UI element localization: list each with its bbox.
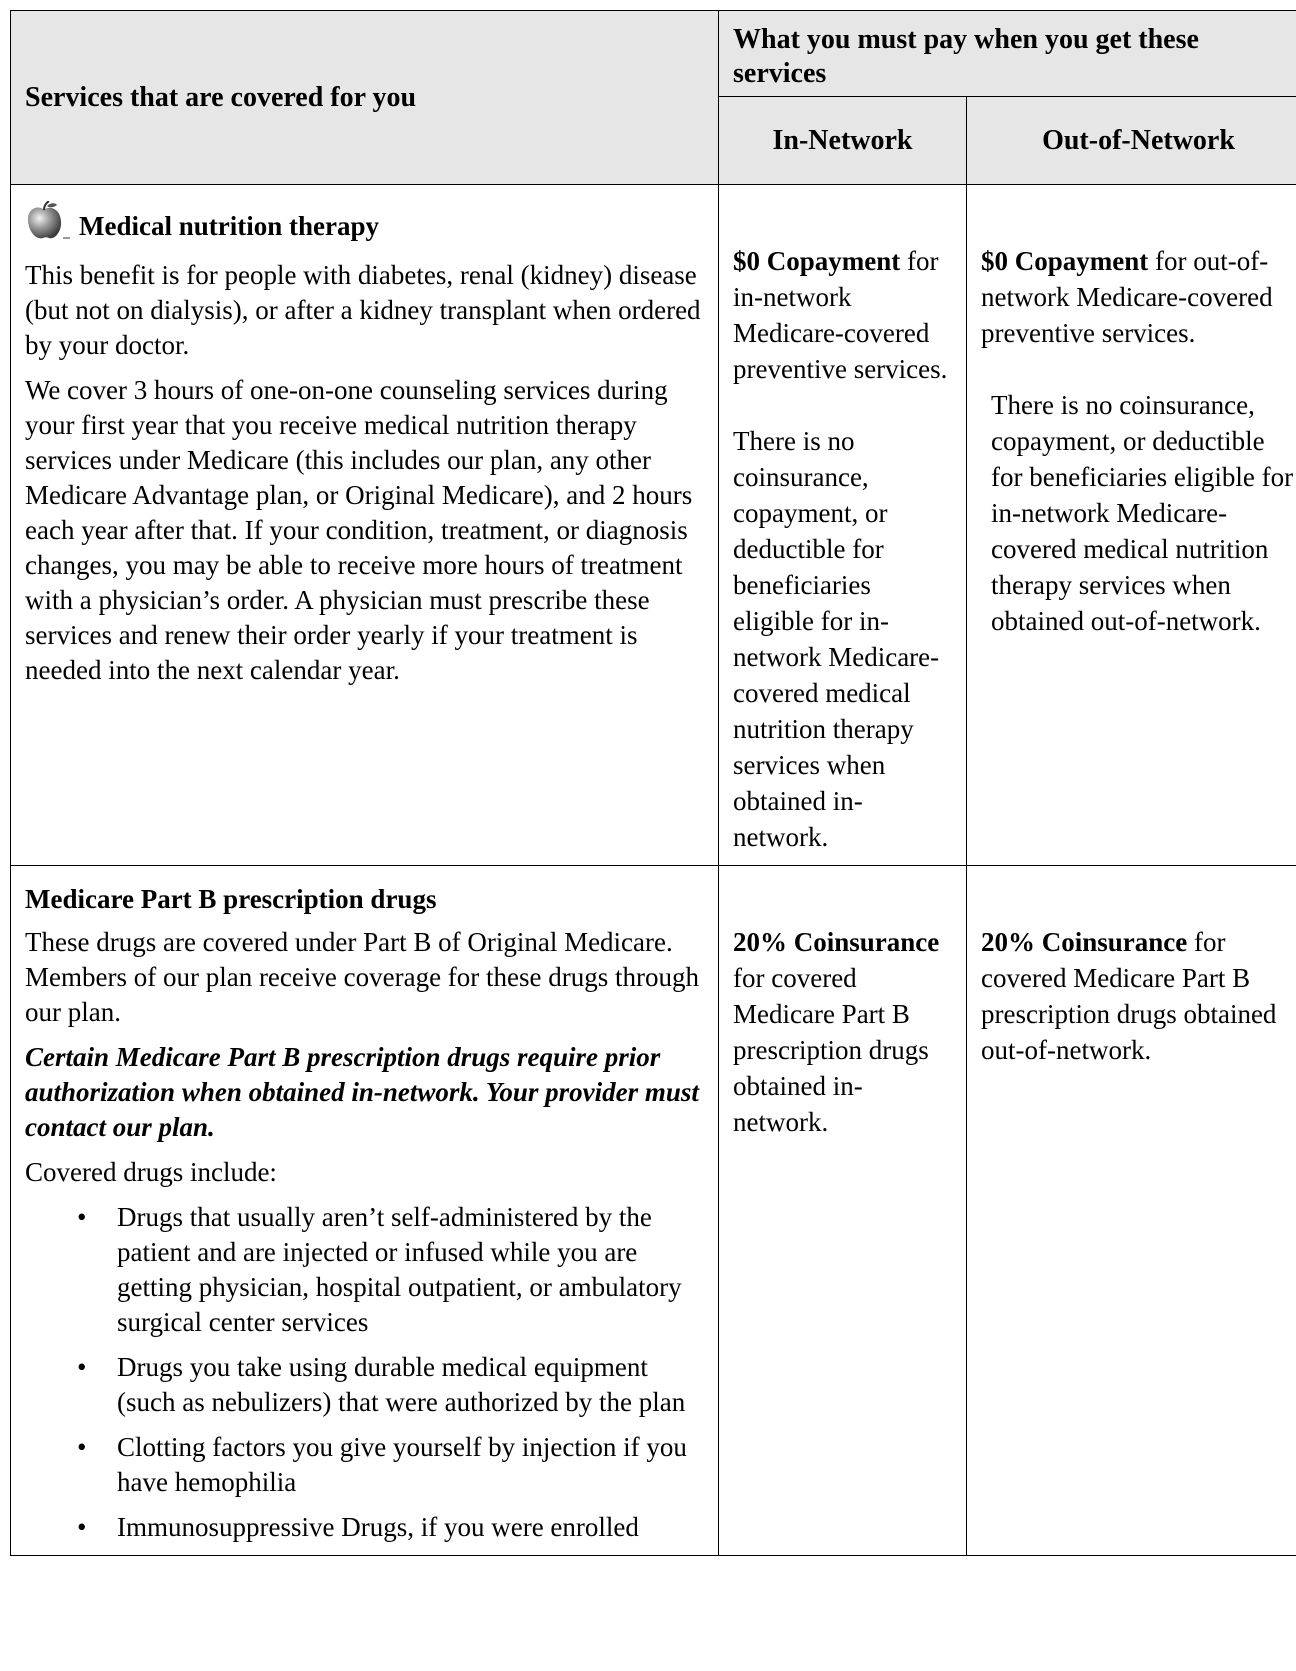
- cost-detail: for covered Medicare Part B prescription drugs obtained in-network.: [733, 963, 929, 1137]
- out-of-network-cost-cell: [967, 185, 1296, 866]
- services-column-header-text: Services that are covered for you: [25, 81, 417, 113]
- service-title: Medicare Part B prescription drugs: [25, 884, 437, 914]
- list-item: [25, 1200, 704, 1340]
- table-row: [11, 185, 1296, 866]
- in-network-cost-cell: [719, 185, 967, 866]
- list-item-text: Clotting factors you give yourself by injection if you have hemophilia: [117, 1432, 687, 1497]
- cost-amount: $0 Copayment: [733, 246, 901, 276]
- covered-drugs-list: [25, 1200, 704, 1545]
- list-item-text: Immunosuppressive Drugs, if you were enrolled: [117, 1512, 639, 1542]
- service-paragraph: This benefit is for people with diabetes, renal (kidney) disease (but not on dialysis), or after a kidney transplant when ordered by your doctor.: [25, 260, 701, 360]
- payment-column-header-text: What you must pay when you get these services: [733, 24, 1199, 89]
- service-title: Medical nutrition therapy: [79, 211, 379, 241]
- in-network-cost-text: [733, 243, 952, 387]
- in-network-cost-cell: [719, 866, 967, 1556]
- cost-detail: for in-network Medicare-covered preventive services.: [733, 246, 948, 384]
- service-paragraph: We cover 3 hours of one-on-one counseling services during your first year that you receive medical nutrition therapy services under Medicare (this includes our plan, any other Medicare Advantage plan, or Original Medicare), and 2 hours each year after that. If your condition, treatment, or diagnosis changes, you may be able to receive more hours of treatment with a physician’s order. A physician must prescribe these services and renew their order yearly if your treatment is needed into the next calendar year.: [25, 375, 693, 685]
- list-item: [25, 1430, 704, 1500]
- list-item-text: Drugs you take using durable medical equipment (such as nebulizers) that were authorized by the plan: [117, 1352, 686, 1417]
- out-of-network-header: [967, 97, 1296, 185]
- cost-note: There is no coinsurance, copayment, or deductible for beneficiaries eligible for in-network Medicare-covered medical nutrition therapy services when obtained in-network.: [733, 426, 940, 852]
- header-row-1: [11, 11, 1296, 97]
- cost-amount: $0 Copayment: [981, 246, 1149, 276]
- cost-detail: for out-of-network Medicare-covered preventive services.: [981, 246, 1273, 348]
- service-description-cell: [11, 185, 719, 866]
- out-of-network-cost-text: [981, 924, 1296, 1068]
- benefits-table: [10, 10, 1296, 1556]
- list-item: [25, 1510, 704, 1545]
- bullet-icon: •: [77, 1202, 87, 1232]
- bullet-icon: •: [77, 1512, 87, 1542]
- payment-column-header: [719, 11, 1296, 97]
- cost-detail: for covered Medicare Part B prescription drugs obtained out-of-network.: [981, 927, 1277, 1065]
- in-network-header-text: In-Network: [772, 124, 913, 156]
- page: [10, 10, 1296, 1556]
- covered-drugs-label: Covered drugs include:: [25, 1157, 277, 1187]
- service-paragraph: These drugs are covered under Part B of Original Medicare. Members of our plan receive coverage for these drugs through our plan.: [25, 927, 699, 1027]
- bullet-icon: •: [77, 1352, 87, 1382]
- out-of-network-cost-text: [981, 243, 1296, 351]
- service-description-cell: [11, 866, 719, 1556]
- prior-authorization-note: Certain Medicare Part B prescription drugs require prior authorization when obtained in-network. Your provider must contact our plan.: [25, 1042, 699, 1142]
- cost-amount: 20% Coinsurance: [733, 927, 940, 957]
- out-of-network-header-text: Out-of-Network: [1042, 124, 1235, 156]
- list-item: [25, 1350, 704, 1420]
- services-column-header: [11, 11, 719, 185]
- cost-note: There is no coinsurance, copayment, or deductible for beneficiaries eligible for in-network Medicare-covered medical nutrition therapy services when obtained out-of-network.: [991, 390, 1294, 636]
- out-of-network-cost-cell: [967, 866, 1296, 1556]
- cost-amount: 20% Coinsurance: [981, 927, 1188, 957]
- apple-icon: [25, 201, 71, 250]
- list-item-text: Drugs that usually aren’t self-administered by the patient and are injected or infused while you are getting physician, hospital outpatient, or ambulatory surgical center services: [117, 1202, 682, 1337]
- table-row: [11, 866, 1296, 1556]
- service-title-line: [25, 201, 704, 250]
- in-network-header: [719, 97, 967, 185]
- bullet-icon: •: [77, 1432, 87, 1462]
- in-network-cost-text: [733, 924, 952, 1140]
